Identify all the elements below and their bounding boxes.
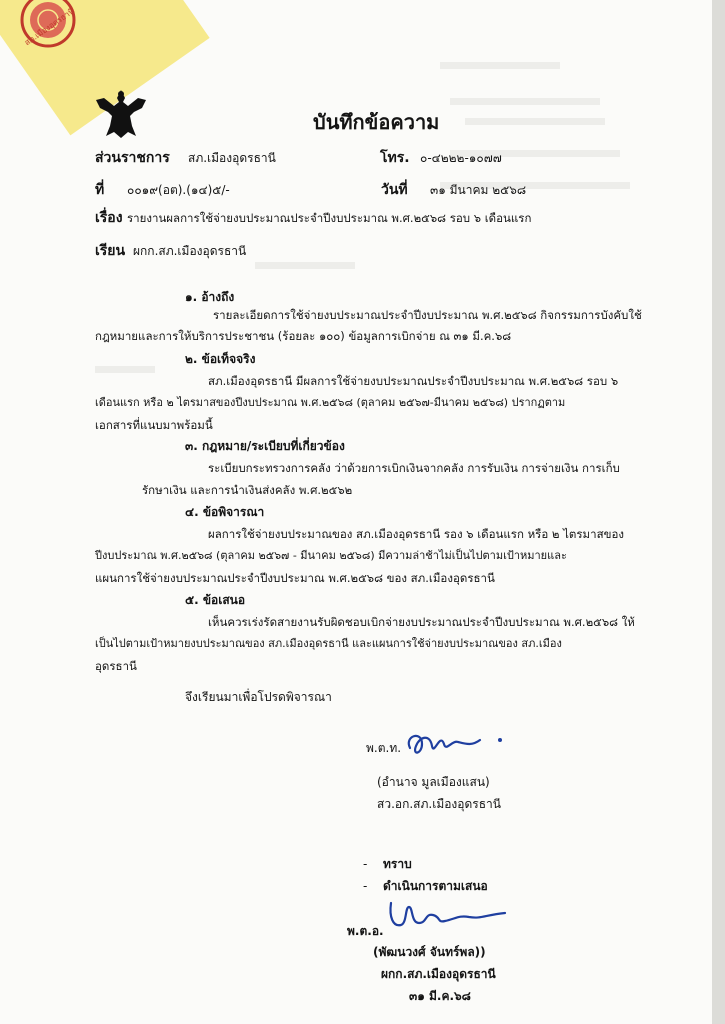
section-5-heading: ๕. ข้อเสนอ [185,593,246,607]
order-dash: - [363,857,368,871]
section-1-heading: ๑. อ้างถึง [185,290,235,304]
section-1-line: กฎหมายและการให้บริการประชาชน (ร้อยละ ๑๐๐) ข้อมูลการเบิกจ่าย ณ ๓๑ มี.ค.๖๘ [95,329,512,343]
date-value: ๓๑ มีนาคม ๒๕๖๘ [430,183,527,197]
to-label: เรียน [95,243,126,259]
signer-2-position: ผกก.สภ.เมืองอุดรธานี [381,967,496,981]
memo-title: บันทึกข้อความ [313,110,440,134]
signer-2-date: ๓๑ มี.ค.๖๘ [409,989,471,1003]
agency-value: สภ.เมืองอุดรธานี [188,151,276,165]
section-3-line: รักษาเงิน และการนำเงินส่งคลัง พ.ศ.๒๕๖๒ [142,483,353,497]
seal-text: สภ.เมืองอุดรธานี [22,6,76,48]
signer-1-position: สว.อก.สภ.เมืองอุดรธานี [377,797,502,811]
signer-1-name: (อำนาจ มูลเมืองแสน) [377,775,490,789]
section-3-heading: ๓. กฎหมาย/ระเบียบที่เกี่ยวข้อง [185,439,345,453]
section-2-line: สภ.เมืองอุดรธานี มีผลการใช้จ่ายงบประมาณประจำปีงบประมาณ พ.ศ.๒๕๖๘ รอบ ๖ [208,374,619,388]
ref-label: ที่ [95,182,105,198]
subject-label: เรื่อง [95,210,123,226]
section-4-line: ปีงบประมาณ พ.ศ.๒๕๖๘ (ตุลาคม ๒๕๖๗ - มีนาคม ๒๕๖๘) มีความล่าช้าไม่เป็นไปตามเป้าหมายและ [95,549,567,562]
section-3-line: ระเบียบกระทรวงการคลัง ว่าด้วยการเบิกเงินจากคลัง การรับเงิน การจ่ายเงิน การเก็บ [208,461,620,475]
show-through-text [465,118,605,125]
page-edge [712,0,725,1024]
section-4-line: แผนการใช้จ่ายงบประมาณประจำปีงบประมาณ พ.ศ.๒๕๖๘ ของ สภ.เมืองอุดรธานี [95,571,495,585]
show-through-text [450,98,600,105]
show-through-text [255,262,355,269]
to-value: ผกก.สภ.เมืองอุดรธานี [133,244,247,258]
order-item-acknowledge: ทราบ [383,857,412,871]
section-2-line: เดือนแรก หรือ ๒ ไตรมาสของปีงบประมาณ พ.ศ.๒๕๖๘ (ตุลาคม ๒๕๖๗-มีนาคม ๒๕๖๘) ปรากฏตาม [95,396,566,409]
subject-value: รายงานผลการใช้จ่ายงบประมาณประจำปีงบประมาณ พ.ศ.๒๕๖๘ รอบ ๖ เดือนแรก [127,211,532,225]
section-4-heading: ๔. ข้อพิจารณา [185,505,265,519]
date-label: วันที่ [381,182,408,198]
garuda-emblem-icon [92,86,150,142]
signer-2-name: (พัฒนวงศ์ จันทร์พล)) [373,945,486,959]
agency-label: ส่วนราชการ [95,150,170,166]
order-item-proceed: ดำเนินการตามเสนอ [383,879,488,893]
section-2-heading: ๒. ข้อเท็จจริง [185,352,256,366]
show-through-text [440,62,560,69]
signer-1-rank: พ.ต.ท. [366,741,402,755]
closing-text: จึงเรียนมาเพื่อโปรดพิจารณา [185,690,332,704]
order-dash: - [363,879,368,893]
signature-2-scribble [385,897,515,933]
section-5-line: อุดรธานี [95,659,137,673]
section-4-line: ผลการใช้จ่ายงบประมาณของ สภ.เมืองอุดรธานี รอง ๖ เดือนแรก หรือ ๒ ไตรมาสของ [208,527,624,541]
section-5-line: เห็นควรเร่งรัดสายงานรับผิดชอบเบิกจ่ายงบประมาณประจำปีงบประมาณ พ.ศ.๒๕๖๘ ให้ [208,615,635,629]
section-2-line: เอกสารที่แนบมาพร้อมนี้ [95,418,213,432]
show-through-text [95,366,155,373]
signer-2-rank: พ.ต.อ. [347,924,384,938]
section-1-line: รายละเอียดการใช้จ่ายงบประมาณประจำปีงบประมาณ พ.ศ.๒๕๖๘ กิจกรรมการบังคับใช้ [213,308,642,322]
section-5-line: เป็นไปตามเป้าหมายงบประมาณของ สภ.เมืองอุดรธานี และแผนการใช้จ่ายงบประมาณของ สภ.เมือง [95,637,562,650]
phone-label: โทร. [380,150,410,166]
ref-value: ๐๐๑๙(อต).(๑๔)๕/- [127,183,230,197]
signature-1-scribble [400,726,510,766]
phone-value: ๐-๔๒๒๒-๑๐๗๗ [420,151,502,165]
